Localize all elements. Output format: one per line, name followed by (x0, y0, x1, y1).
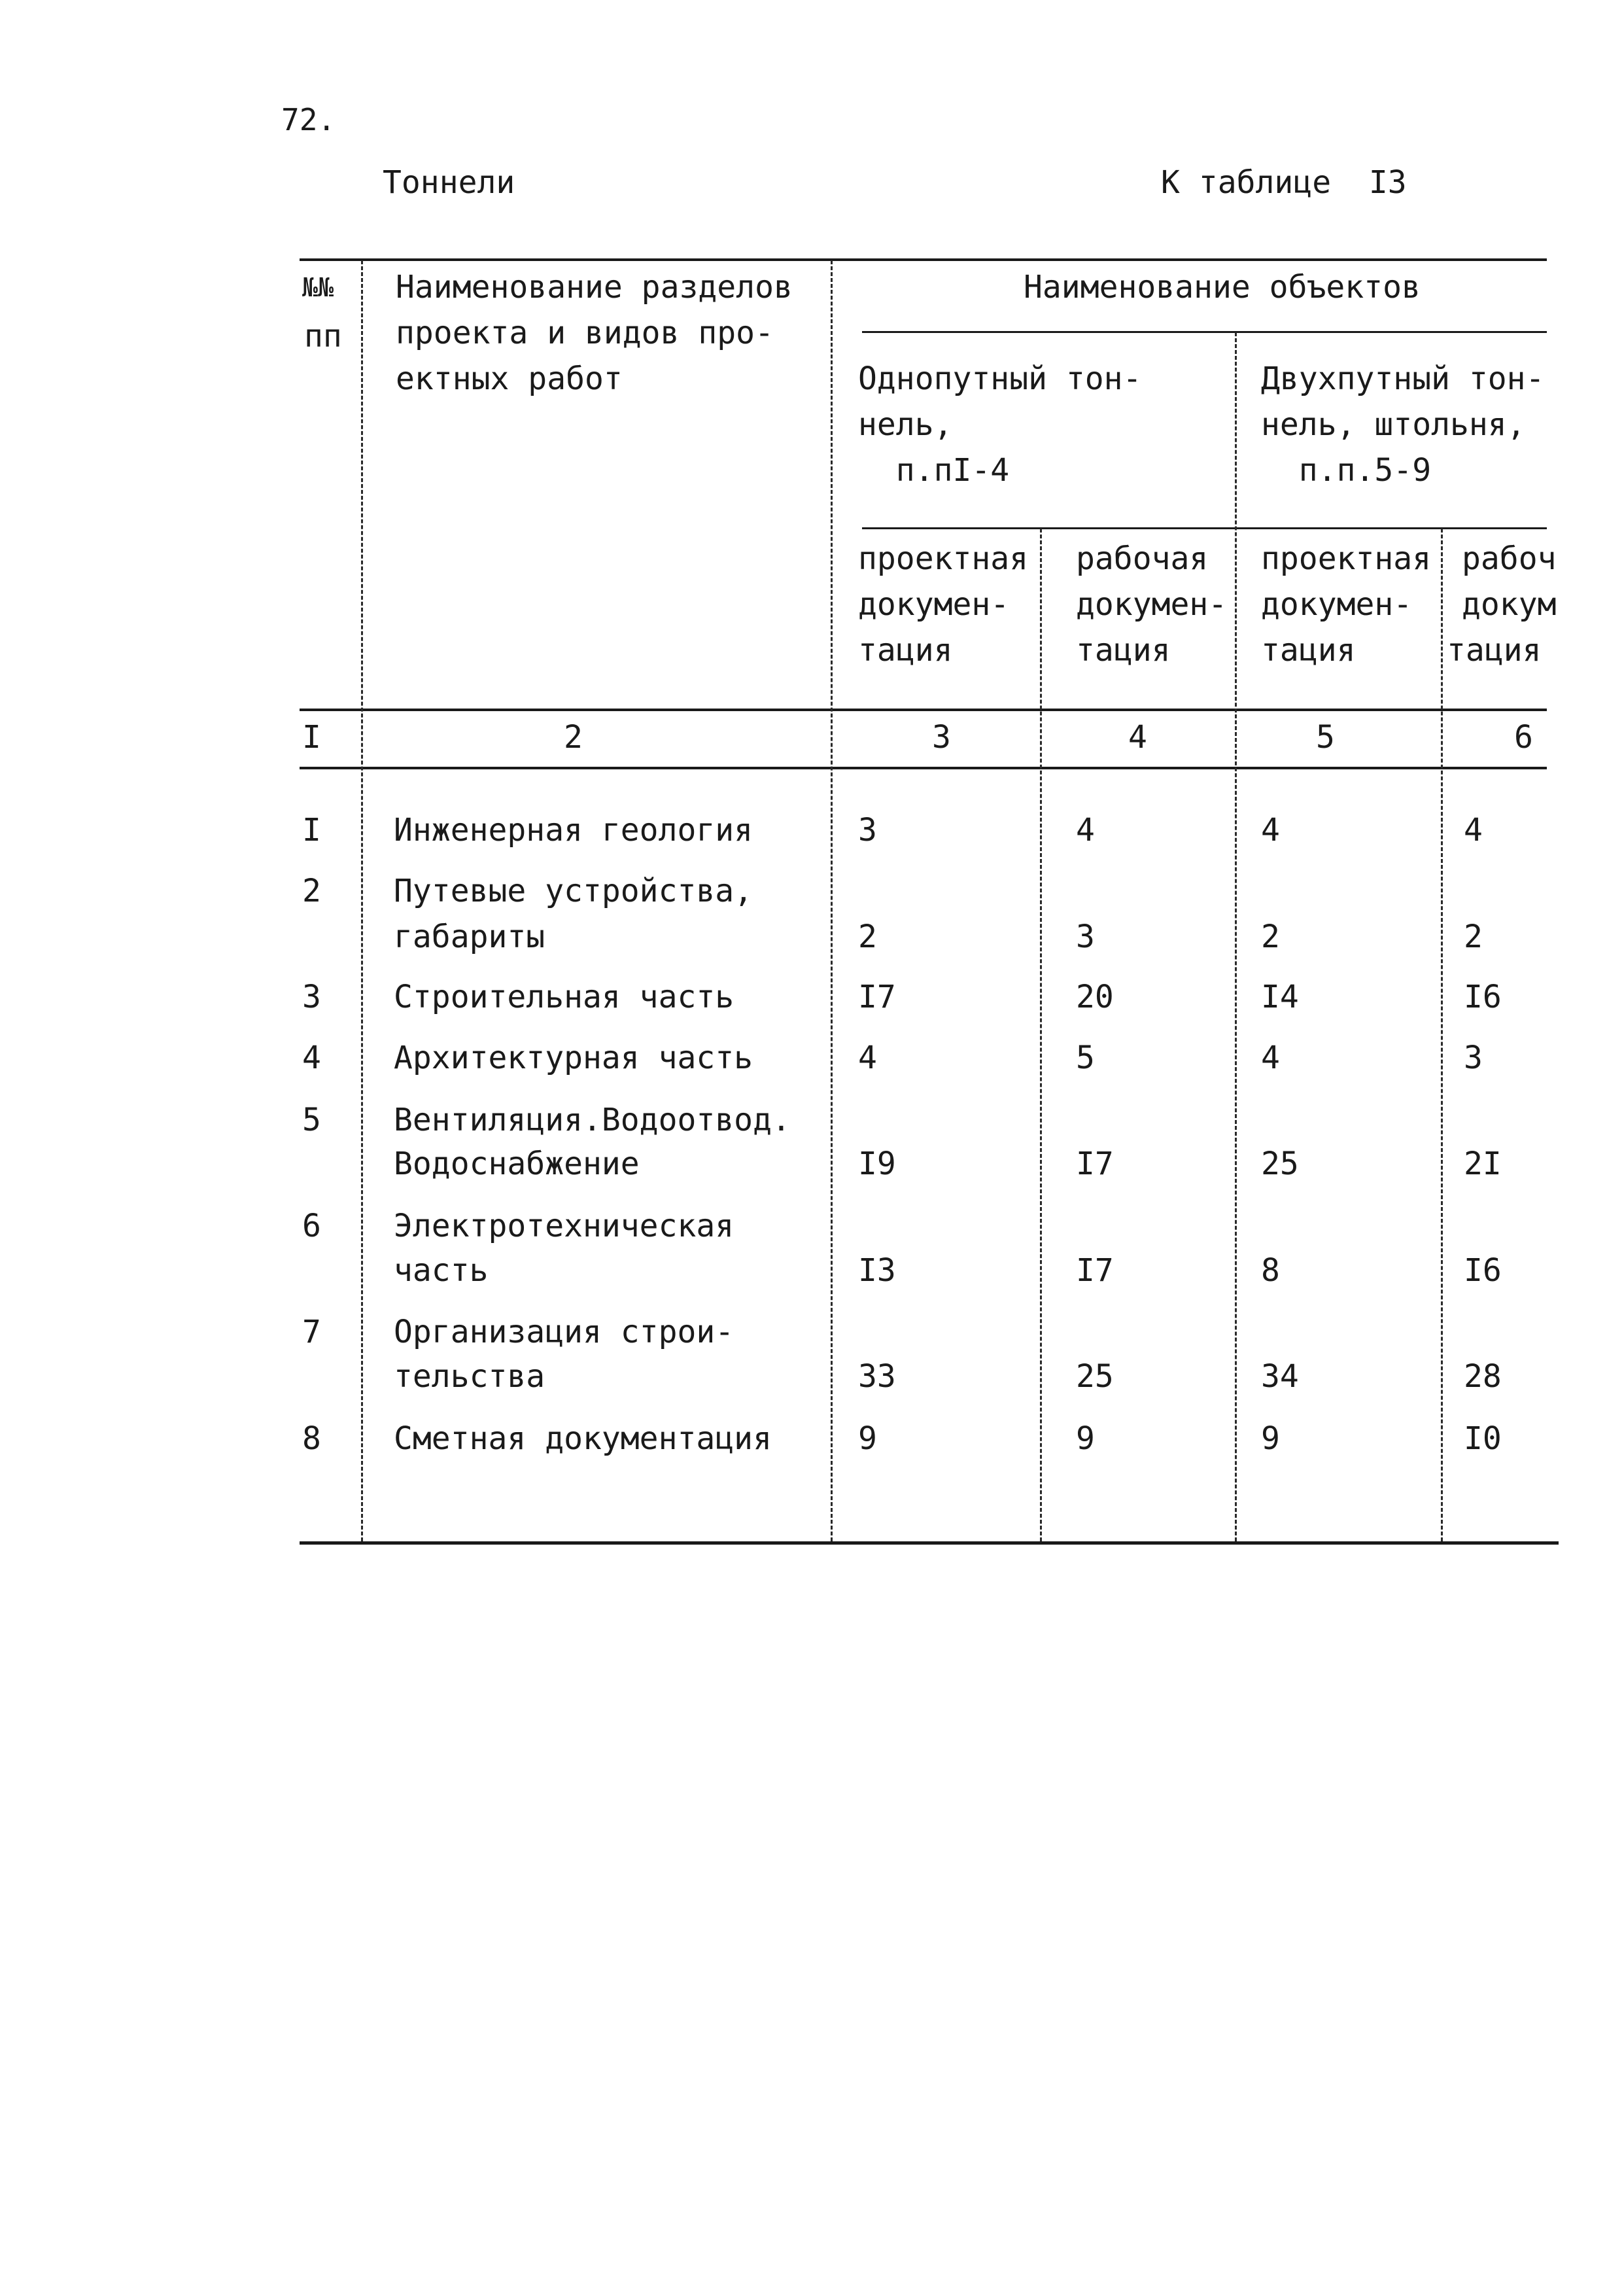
row-number: 5 (302, 1102, 321, 1138)
row-value-col4: 20 (1076, 979, 1114, 1015)
col-divider-4 (1235, 332, 1237, 1541)
row-number: 4 (302, 1040, 321, 1076)
row-value-col6: I6 (1464, 979, 1502, 1015)
subheader-col4-line-1: рабочая (1076, 540, 1209, 577)
table-bottom-rule (300, 1541, 1559, 1545)
row-value-col4: I7 (1076, 1146, 1114, 1182)
subheader-col6-line-1: рабоч (1462, 540, 1557, 577)
objects-header-rule (862, 331, 1547, 333)
subheader-col3-line-2: докумен- (858, 586, 1010, 623)
row-name-line-2: габариты (394, 919, 545, 955)
row-value-col3: I9 (858, 1146, 896, 1182)
subheader-col3-line-1: проектная (858, 540, 1029, 577)
objects-subheader-rule (862, 527, 1547, 529)
col-number-3: 3 (932, 719, 951, 756)
header-object-1-line-1: Однопутный тон- (858, 360, 1142, 397)
row-value-col4: 5 (1076, 1040, 1095, 1076)
row-value-col4: 3 (1076, 919, 1095, 955)
row-number: 3 (302, 979, 321, 1015)
subheader-col4-line-2: докумен- (1076, 586, 1228, 623)
row-name-line-1: Организация строи- (394, 1314, 734, 1350)
row-value-col4: 4 (1076, 812, 1095, 849)
header-object-1-line-2: нель, (858, 406, 953, 443)
table-top-rule (300, 258, 1547, 261)
header-object-2-line-3: п.п.5-9 (1261, 452, 1432, 489)
subheader-col6-line-3: тация (1447, 632, 1542, 669)
col-number-5: 5 (1316, 719, 1335, 756)
row-value-col3: I3 (858, 1252, 896, 1289)
col-divider-2 (831, 260, 833, 1541)
header-name-line-2: проекта и видов про- (396, 315, 774, 351)
header-objects: Наименование объектов (1024, 269, 1421, 306)
row-value-col5: 4 (1261, 812, 1280, 849)
row-name-line-2: Водоснабжение (394, 1146, 640, 1182)
row-value-col5: 25 (1261, 1146, 1299, 1182)
row-value-col3: I7 (858, 979, 896, 1015)
row-value-col3: 9 (858, 1420, 877, 1457)
subheader-col5-line-2: докумен- (1261, 586, 1413, 623)
row-name-line-1: Вентиляция.Водоотвод. (394, 1102, 791, 1138)
col-number-6: 6 (1514, 719, 1533, 756)
col-divider-1 (361, 260, 363, 1541)
row-name-line-1: Сметная документация (394, 1420, 772, 1457)
row-value-col5: 9 (1261, 1420, 1280, 1457)
row-number: 6 (302, 1208, 321, 1244)
row-value-col4: I7 (1076, 1252, 1114, 1289)
subheader-col4-line-3: тация (1076, 632, 1171, 669)
row-name-line-2: тельства (394, 1358, 545, 1395)
row-value-col5: 2 (1261, 919, 1280, 955)
row-number: 7 (302, 1314, 321, 1350)
row-value-col6: I6 (1464, 1252, 1502, 1289)
row-name-line-1: Архитектурная часть (394, 1040, 753, 1076)
row-value-col6: 2 (1464, 919, 1483, 955)
row-value-col3: 3 (858, 812, 877, 849)
row-number: I (302, 812, 321, 849)
header-object-1-line-3: п.пI-4 (858, 452, 1010, 489)
row-value-col5: I4 (1261, 979, 1299, 1015)
row-number: 8 (302, 1420, 321, 1457)
header-name-line-1: Наименование разделов (396, 269, 793, 306)
col-number-4: 4 (1128, 719, 1147, 756)
table-reference: К таблице I3 (1161, 164, 1407, 201)
row-name-line-1: Путевые устройства, (394, 873, 753, 909)
col-divider-3 (1040, 529, 1042, 1541)
row-value-col5: 4 (1261, 1040, 1280, 1076)
subheader-col6-line-2: докум (1462, 586, 1557, 623)
row-value-col3: 4 (858, 1040, 877, 1076)
header-object-2-line-2: нель, штольня, (1261, 406, 1526, 443)
row-value-col3: 33 (858, 1358, 896, 1395)
page-number: 72. (281, 102, 336, 137)
row-value-col3: 2 (858, 919, 877, 955)
subheader-col3-line-3: тация (858, 632, 953, 669)
header-num-line-2: пп (304, 318, 342, 355)
row-value-col6: 3 (1464, 1040, 1483, 1076)
row-name-line-2: часть (394, 1252, 489, 1289)
row-number: 2 (302, 873, 321, 909)
col-divider-5 (1441, 529, 1443, 1541)
row-value-col6: 28 (1464, 1358, 1502, 1395)
subheader-col5-line-3: тация (1261, 632, 1356, 669)
col-numbers-bottom-rule (300, 767, 1547, 769)
section-title: Тоннели (383, 164, 515, 201)
row-name-line-1: Инженерная геология (394, 812, 753, 849)
subheader-col5-line-1: проектная (1261, 540, 1432, 577)
row-value-col5: 8 (1261, 1252, 1280, 1289)
row-value-col6: 4 (1464, 812, 1483, 849)
header-num-line-1: №№ (302, 273, 334, 303)
col-number-1: I (302, 719, 321, 756)
header-bottom-rule (300, 709, 1547, 711)
row-name-line-1: Строительная часть (394, 979, 734, 1015)
header-object-2-line-1: Двухпутный тон- (1261, 360, 1545, 397)
row-value-col6: 2I (1464, 1146, 1502, 1182)
row-value-col5: 34 (1261, 1358, 1299, 1395)
col-number-2: 2 (564, 719, 583, 756)
row-value-col4: 25 (1076, 1358, 1114, 1395)
row-value-col6: I0 (1464, 1420, 1502, 1457)
header-name-line-3: ектных работ (396, 360, 623, 397)
row-name-line-1: Электротехническая (394, 1208, 734, 1244)
row-value-col4: 9 (1076, 1420, 1095, 1457)
